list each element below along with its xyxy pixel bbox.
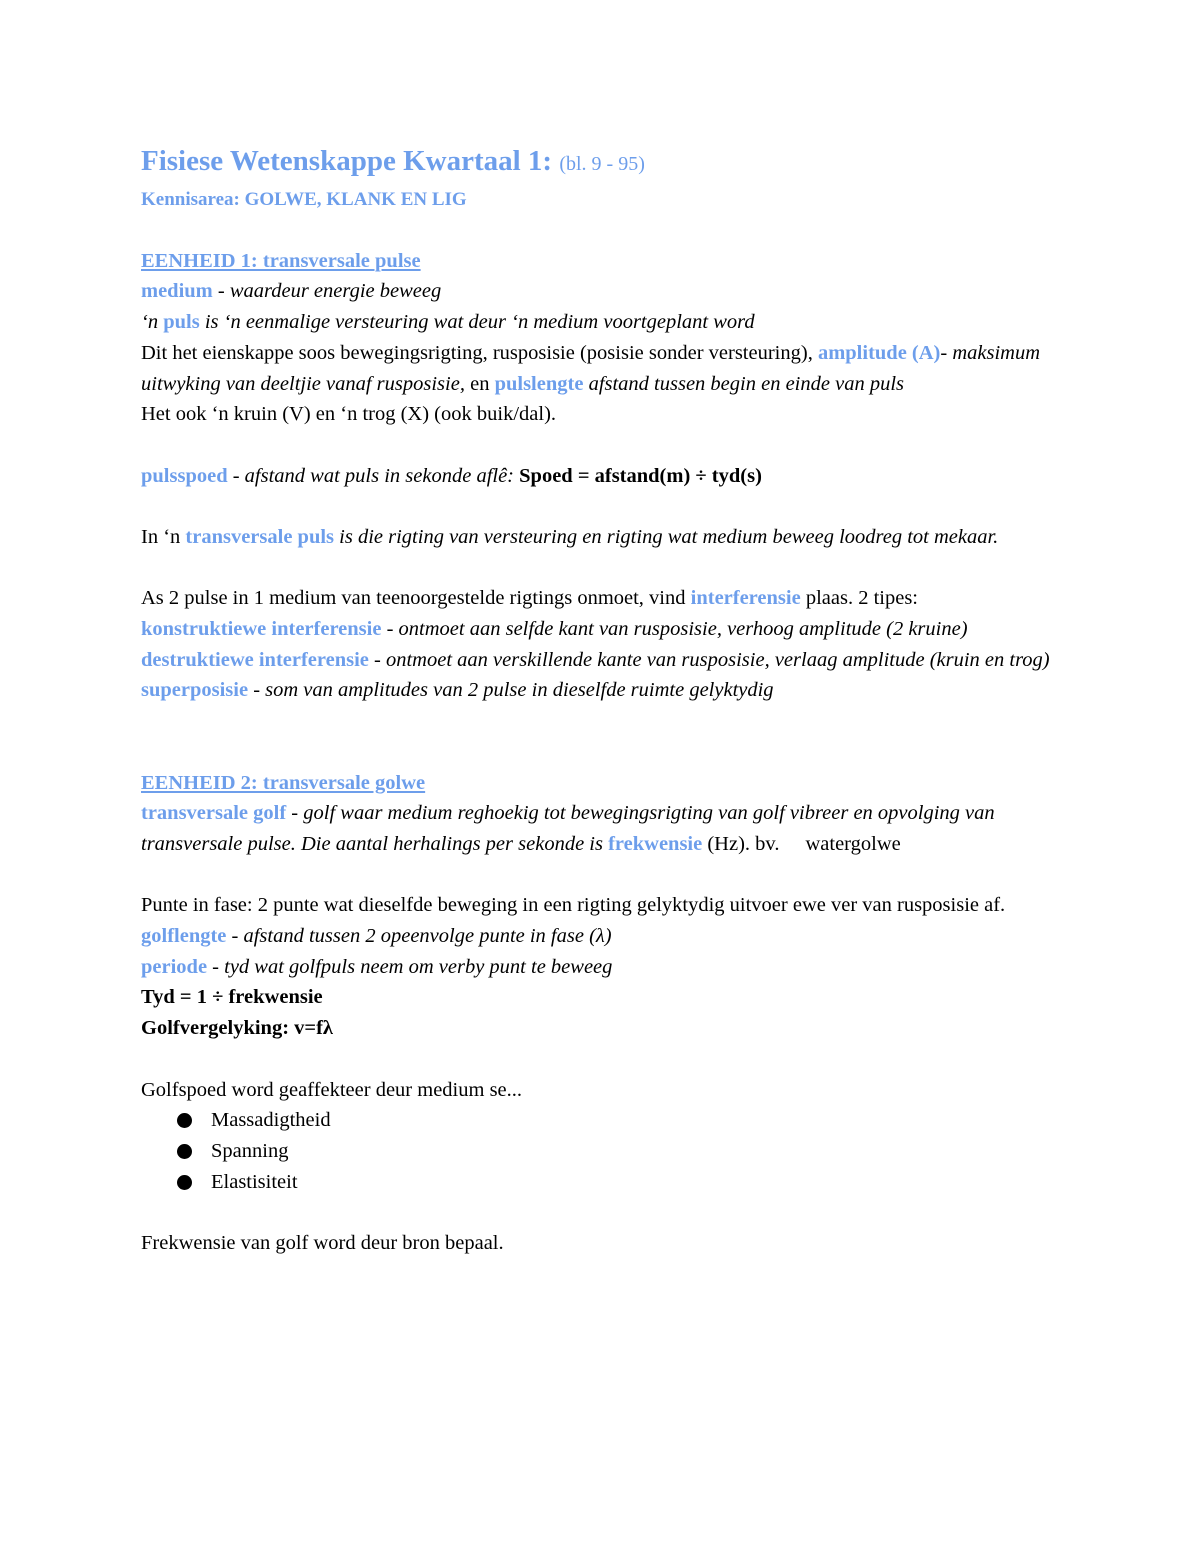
document-page — [141, 140, 1061, 1259]
wave-speed-factors — [141, 1105, 1061, 1197]
props-text: Dit het eienskappe soos bewegingsrigting, rusposisie (posisie sonder versteuring), — [141, 341, 818, 364]
period-definition — [141, 952, 1061, 983]
transverse-wave-term: transversale golf — [141, 802, 287, 825]
puls-definition — [141, 307, 1061, 338]
transverse-pulse-definition — [141, 522, 1061, 553]
constructive-term: konstruktiewe interferensie — [141, 618, 382, 641]
wave-equation: Golfvergelyking: v=fλ — [141, 1017, 333, 1040]
medium-definition — [141, 276, 1061, 307]
list-item: Elastisiteit — [141, 1167, 1061, 1198]
pulsspoed-term: pulsspoed — [141, 464, 228, 487]
destructive-def: - ontmoet aan verskillende kante van rusposisie, verlaag amplitude (kruin en trog) — [368, 648, 1050, 671]
period-def: - tyd wat golfpuls neem om verby punt te beweeg — [207, 955, 613, 978]
medium-def: - waardeur energie beweeg — [212, 280, 442, 303]
medium-term: medium — [141, 280, 213, 303]
interference-term: interferensie — [690, 587, 801, 610]
transverse-wave-definition — [141, 798, 1061, 859]
pulsspoed-def: - afstand wat puls in sekonde aflê: — [227, 464, 520, 487]
list-item: Massadigtheid — [141, 1105, 1061, 1136]
interference-intro — [141, 583, 1061, 614]
amplitude-def: - maksimum uitwyking van deeltjie vanaf rusposisie, — [141, 341, 1041, 395]
crest-trough-line: Het ook ‘n kruin (V) en ‘n trog (X) (ook buik/dal). — [141, 403, 557, 426]
destructive-interference — [141, 645, 1061, 676]
wavelength-definition — [141, 921, 1061, 952]
superposition-term: superposisie — [141, 679, 249, 702]
superposition-def: - som van amplitudes van 2 pulse in dieselfde ruimte gelyktydig — [248, 679, 774, 702]
knowledge-area: Kennisarea: GOLWE, KLANK EN LIG — [141, 189, 467, 210]
puls-pre: ‘n — [141, 311, 164, 334]
trans-pre: In ‘n — [141, 525, 186, 548]
puls-term: puls — [163, 311, 200, 334]
transverse-wave-def: - golf waar medium reghoekig tot bewegingsrigting van golf vibreer en opvolging van transversale pulse. Die aantal herhalings per sekonde is — [141, 802, 995, 855]
transverse-pulse-def: is die rigting van versteuring en rigting wat medium beweeg loodreg tot mekaar. — [334, 525, 999, 548]
frequency-term: frekwensie — [608, 832, 703, 855]
constructive-interference — [141, 614, 1061, 645]
wavelength-def: - afstand tussen 2 opeenvolge punte in fase (λ) — [226, 925, 612, 948]
time-formula: Tyd = 1 ÷ frekwensie — [141, 986, 323, 1009]
interf-end: plaas. 2 tipes: — [800, 587, 918, 610]
example-text: watergolwe — [805, 832, 901, 855]
and-text: en — [464, 372, 495, 395]
pulslengte-term: pulslengte — [494, 372, 584, 395]
title-main: Fisiese Wetenskappe Kwartaal 1: — [141, 145, 553, 177]
destructive-term: destruktiewe interferensie — [141, 648, 369, 671]
amplitude-term: amplitude (A) — [817, 341, 941, 364]
unit2-heading: EENHEID 2: transversale golwe — [141, 771, 426, 794]
pulslengte-def: afstand tussen begin en einde van puls — [583, 372, 904, 395]
unit1-heading: EENHEID 1: transversale pulse — [141, 249, 421, 272]
list-item: Spanning — [141, 1136, 1061, 1167]
wave-speed-intro: Golfspoed word geaffekteer deur medium se... — [141, 1078, 523, 1101]
in-phase-line: Punte in fase: 2 punte wat dieselfde beweging in een rigting gelyktydig uitvoer ewe ver van rusposisie af. — [141, 894, 1006, 917]
period-term: periode — [141, 955, 208, 978]
superposition — [141, 675, 1061, 706]
speed-formula: Spoed = afstand(m) ÷ tyd(s) — [519, 464, 762, 487]
document-title — [141, 140, 1061, 185]
puls-def: is ‘n eenmalige versteuring wat deur ‘n medium voortgeplant word — [199, 311, 755, 334]
transverse-pulse-term: transversale puls — [185, 525, 335, 548]
properties-paragraph — [141, 338, 1061, 399]
interf-text: As 2 pulse in 1 medium van teenoorgestelde rigtings onmoet, vind — [141, 587, 691, 610]
title-pages: (bl. 9 - 95) — [559, 153, 645, 175]
wavelength-term: golflengte — [141, 925, 227, 948]
constructive-def: - ontmoet aan selfde kant van rusposisie, verhoog amplitude (2 kruine) — [381, 618, 968, 641]
pulsspoed-definition — [141, 461, 1061, 492]
frequency-source-line: Frekwensie van golf word deur bron bepaal. — [141, 1232, 504, 1255]
frequency-end: (Hz). bv. — [702, 832, 780, 855]
